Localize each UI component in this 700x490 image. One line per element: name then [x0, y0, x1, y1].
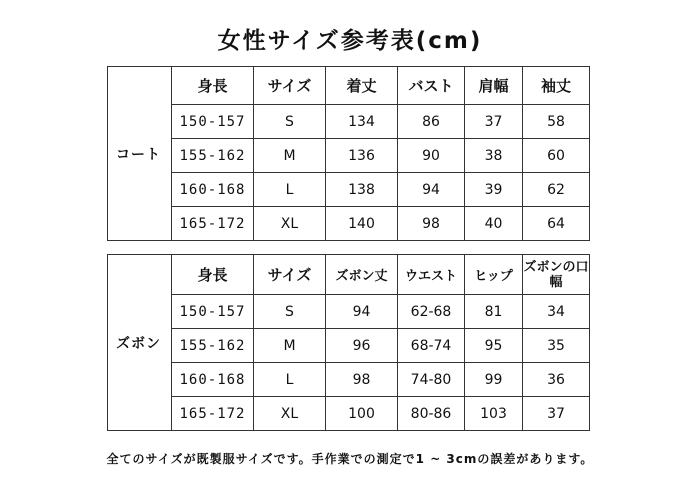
pants-length-cell: 96	[326, 329, 398, 363]
coat-size-cell: M	[254, 139, 326, 173]
pants-height-cell: 155-162	[172, 329, 254, 363]
pants-length-cell: 94	[326, 295, 398, 329]
pants-size-cell: L	[254, 363, 326, 397]
coat-sleeve-cell: 62	[523, 173, 590, 207]
coat-header-shoulder: 肩幅	[465, 67, 523, 105]
coat-shoulder-cell: 39	[465, 173, 523, 207]
pants-waist-cell: 80-86	[398, 397, 465, 431]
coat-section-label: コート	[108, 67, 172, 241]
pants-height-cell: 165-172	[172, 397, 254, 431]
pants-waist-cell: 62-68	[398, 295, 465, 329]
coat-bust-cell: 98	[398, 207, 465, 241]
pants-header-length: ズボン丈	[326, 255, 398, 295]
pants-header-waist: ウエスト	[398, 255, 465, 295]
coat-size-cell: L	[254, 173, 326, 207]
pants-hip-cell: 103	[465, 397, 523, 431]
table-row	[108, 397, 590, 431]
coat-sleeve-cell: 58	[523, 105, 590, 139]
pants-hem-cell: 34	[523, 295, 590, 329]
pants-length-cell: 100	[326, 397, 398, 431]
coat-header-bust: バスト	[398, 67, 465, 105]
pants-hip-cell: 95	[465, 329, 523, 363]
pants-waist-cell: 68-74	[398, 329, 465, 363]
coat-height-cell: 165-172	[172, 207, 254, 241]
table-row	[108, 329, 590, 363]
pants-header-row	[108, 255, 590, 295]
pants-hem-cell: 35	[523, 329, 590, 363]
pants-size-cell: M	[254, 329, 326, 363]
pants-header-hem-width: ズボンの口幅	[523, 255, 590, 295]
table-row	[108, 363, 590, 397]
coat-size-table	[107, 66, 590, 241]
coat-height-cell: 160-168	[172, 173, 254, 207]
coat-shoulder-cell: 40	[465, 207, 523, 241]
coat-header-size: サイズ	[254, 67, 326, 105]
footnote-text: 全てのサイズが既製服サイズです。手作業での測定で1 ~ 3cmの誤差があります。	[106, 452, 594, 466]
pants-header-hip: ヒップ	[465, 255, 523, 295]
pants-hip-cell: 81	[465, 295, 523, 329]
coat-header-sleeve: 袖丈	[523, 67, 590, 105]
coat-shoulder-cell: 38	[465, 139, 523, 173]
coat-bust-cell: 90	[398, 139, 465, 173]
coat-bust-cell: 86	[398, 105, 465, 139]
pants-waist-cell: 74-80	[398, 363, 465, 397]
pants-height-cell: 150-157	[172, 295, 254, 329]
coat-sleeve-cell: 64	[523, 207, 590, 241]
pants-size-table	[107, 254, 590, 431]
coat-header-row	[108, 67, 590, 105]
coat-header-length: 着丈	[326, 67, 398, 105]
coat-height-cell: 150-157	[172, 105, 254, 139]
table-row	[108, 207, 590, 241]
pants-hem-cell: 36	[523, 363, 590, 397]
coat-sleeve-cell: 60	[523, 139, 590, 173]
coat-length-cell: 140	[326, 207, 398, 241]
pants-size-cell: XL	[254, 397, 326, 431]
pants-length-cell: 98	[326, 363, 398, 397]
coat-length-cell: 136	[326, 139, 398, 173]
coat-header-height: 身長	[172, 67, 254, 105]
pants-hip-cell: 99	[465, 363, 523, 397]
table-row	[108, 173, 590, 207]
page-title: 女性サイズ参考表(cm)	[217, 28, 483, 54]
coat-bust-cell: 94	[398, 173, 465, 207]
coat-length-cell: 134	[326, 105, 398, 139]
coat-shoulder-cell: 37	[465, 105, 523, 139]
pants-size-cell: S	[254, 295, 326, 329]
pants-section-label: ズボン	[108, 255, 172, 431]
pants-hem-cell: 37	[523, 397, 590, 431]
coat-size-cell: S	[254, 105, 326, 139]
coat-size-cell: XL	[254, 207, 326, 241]
pants-header-height: 身長	[172, 255, 254, 295]
table-row	[108, 105, 590, 139]
pants-header-size: サイズ	[254, 255, 326, 295]
coat-height-cell: 155-162	[172, 139, 254, 173]
pants-height-cell: 160-168	[172, 363, 254, 397]
table-row	[108, 295, 590, 329]
table-row	[108, 139, 590, 173]
coat-length-cell: 138	[326, 173, 398, 207]
